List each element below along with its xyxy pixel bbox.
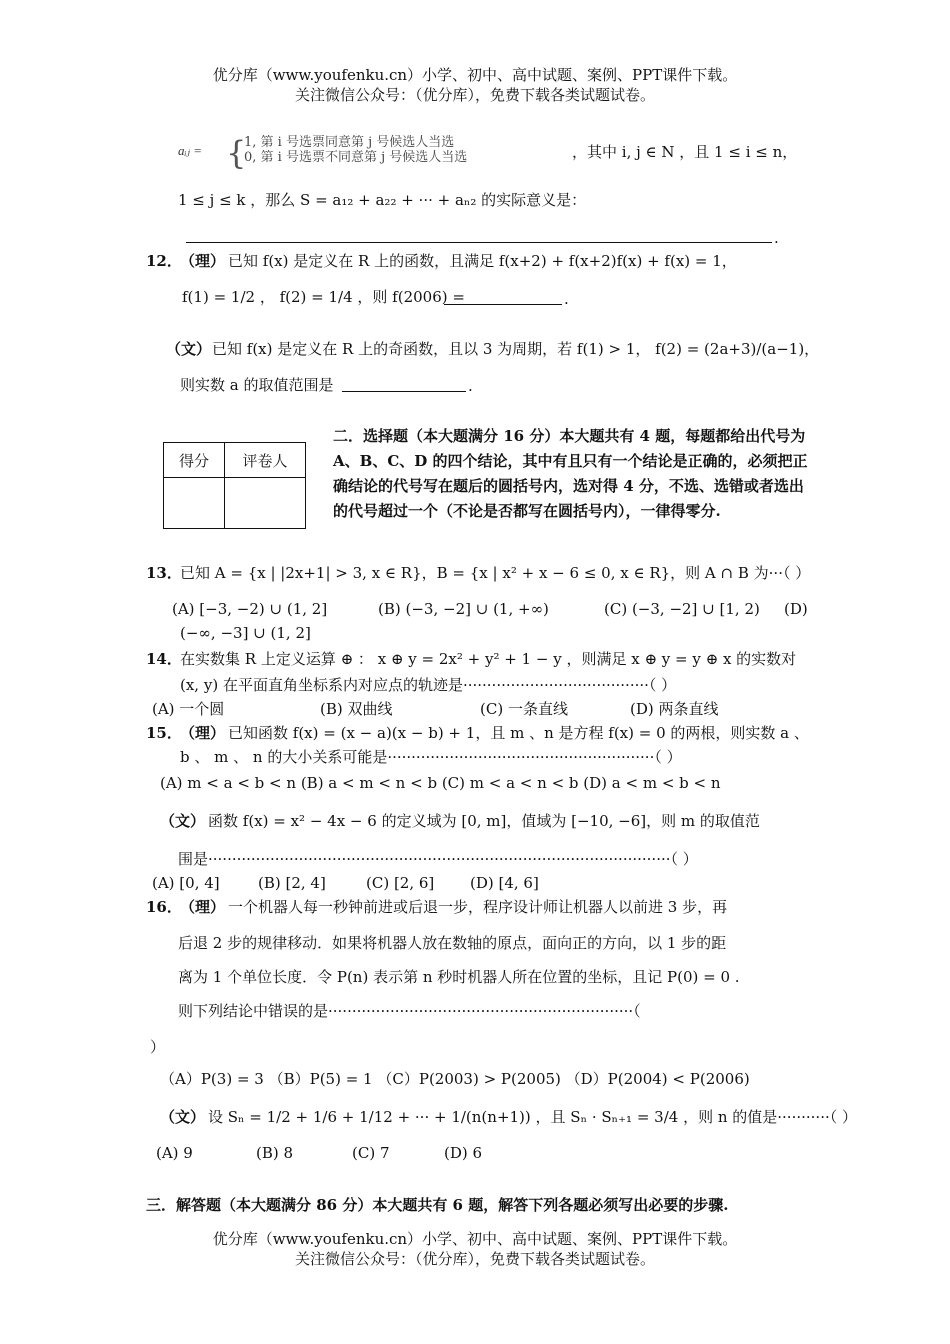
q13-number: 13． [146,564,182,582]
q11-case-0: 0, 第 i 号选票不同意第 j 号候选人当选 [244,150,468,165]
section-3-heading: 三．解答题（本大题满分 86 分）本大题共有 6 题，解答下列各题必须写出必要的步骤. [146,1196,729,1214]
q15-wen-text-2: 围是·································································································（ ） [178,850,698,868]
q12-wen-text-2: 则实数 a 的取值范围是 [180,376,334,394]
q12-li-text-2: f(1) = 1/2 ， f(2) = 1/4 ，则 f(2006) = [182,288,465,306]
q16-wen-option-c: (C) 7 [352,1144,390,1162]
q11-case-1: 1, 第 i 号选票同意第 j 号候选人当选 [244,135,455,150]
q15-wen-label: （文） [160,812,206,830]
header-line-1: 优分库（www.youfenku.cn）小学、初中、高中试题、案例、PPT课件下载。 [212,66,738,84]
q11-end: . [774,229,779,247]
q11-answer-line [186,228,772,243]
q14-option-c: (C) 一条直线 [480,700,568,718]
q12-wen-label: （文） [166,340,212,358]
score-table-grader-cell[interactable] [225,478,306,529]
q13-option-d-label: (D) [784,600,808,618]
q16-li-text-4: 则下列结论中错误的是································································（ [178,1002,641,1020]
score-table-header-grader: 评卷人 [225,443,306,478]
q16-wen-option-a: (A) 9 [156,1144,193,1162]
q16-li-text: 一个机器人每一秒钟前进或后退一步，程序设计师让机器人以前进 3 步，再 [228,898,728,916]
q11-def-lhs: aᵢⱼ = [178,143,203,158]
q13-option-b: (B) (−3, −2] ∪ (1, +∞) [378,600,549,618]
q13-option-d: (−∞, −3] ∪ (1, 2] [180,624,311,642]
q14-option-a: (A) 一个圆 [152,700,225,718]
q12-li-answer-blank [444,290,562,305]
q16-li-text-5: ） [150,1038,166,1056]
q13-option-a: (A) [−3, −2) ∪ (1, 2] [172,600,328,618]
q12-li-end: . [564,290,569,308]
q16-wen-text: 设 Sₙ = 1/2 + 1/6 + 1/12 + ··· + 1/(n(n+1)) ，且 Sₙ · Sₙ₊₁ = 3/4 ，则 n 的值是···········（ ） [208,1108,857,1126]
q15-li-text: 已知函数 f(x) = (x − a)(x − b) + 1，且 m 、n 是方程 f(x) = 0 的两根，则实数 a 、 [228,724,809,742]
q15-wen-option-d: (D) [4, 6] [470,874,539,892]
q15-li-label: （理） [180,724,226,742]
q14-text-2: (x, y) 在平面直角坐标系内对应点的轨迹是·······································（ ） [180,676,677,694]
q11-condition-1: ，其中 i, j ∈ N ，且 1 ≤ i ≤ n， [572,143,798,161]
q16-li-text-2: 后退 2 步的规律移动．如果将机器人放在数轴的原点，面向正的方向，以 1 步的距 [178,934,727,952]
q16-number: 16． [146,898,182,916]
q12-wen-end: . [468,377,473,395]
footer-line-2: 关注微信公众号：（优分库），免费下载各类试题试卷。 [294,1250,655,1268]
q16-wen-option-d: (D) 6 [444,1144,483,1162]
q16-wen-label: （文） [160,1108,206,1126]
q12-wen-answer-blank [342,377,466,392]
q15-wen-option-b: (B) [2, 4] [258,874,326,892]
q15-li-text-2: b 、 m 、 n 的大小关系可能是························································（ ） [180,748,682,766]
q16-li-label: （理） [180,898,226,916]
q11-brace: { [226,134,247,172]
q16-li-text-3: 离为 1 个单位长度．令 P(n) 表示第 n 秒时机器人所在位置的坐标，且记 P(0) = 0 . [178,968,740,986]
q12-number: 12． [146,252,182,270]
q12-li-text: 已知 f(x) 是定义在 R 上的函数，且满足 f(x+2) + f(x+2)f(x) + f(x) = 1， [228,252,737,270]
q12-li-label: （理） [180,252,226,270]
q12-wen-text: 已知 f(x) 是定义在 R 上的奇函数，且以 3 为周期，若 f(1) > 1， f(2) = (2a+3)/(a−1)， [212,340,820,358]
q13-option-c: (C) (−3, −2] ∪ [1, 2) [604,600,760,618]
score-table-header-score: 得分 [164,443,225,478]
q14-option-b: (B) 双曲线 [320,700,393,718]
q16-li-options: （A）P(3) = 3 （B）P(5) = 1 （C）P(2003) > P(2005) （D）P(2004) < P(2006) [160,1070,750,1088]
score-table [163,442,306,529]
q15-li-options: (A) m < a < b < n (B) a < m < n < b (C) m < a < n < b (D) a < m < b < n [160,774,721,792]
footer-line-1: 优分库（www.youfenku.cn）小学、初中、高中试题、案例、PPT课件下载。 [212,1230,738,1248]
q14-option-d: (D) 两条直线 [630,700,719,718]
section-2-instructions: 二．选择题（本大题满分 16 分）本大题共有 4 题，每题都给出代号为 A、B、C、D 的四个结论，其中有且只有一个结论是正确的，必须把正确结论的代号写在题后的圆括号内，选对得 4 分，不选、选错或者选出的代号超过一个（不论是否都写在圆括号内），一律得零分. [333,427,808,520]
q14-text: 在实数集 R 上定义运算 ⊕ ： x ⊕ y = 2x² + y² + 1 − y ，则满足 x ⊕ y = y ⊕ x 的实数对 [180,650,797,668]
q15-wen-option-a: (A) [0, 4] [152,874,220,892]
q13-text: 已知 A = {x | |2x+1| > 3, x ∈ R}，B = {x | x² + x − 6 ≤ 0, x ∈ R}，则 A ∩ B 为···（ ） [180,564,811,582]
score-table-score-cell[interactable] [164,478,225,529]
q15-wen-option-c: (C) [2, 6] [366,874,435,892]
header-line-2: 关注微信公众号：（优分库），免费下载各类试题试卷。 [294,86,655,104]
q16-wen-option-b: (B) 8 [256,1144,294,1162]
q11-condition-2: 1 ≤ j ≤ k ，那么 S = a₁₂ + a₂₂ + ··· + aₙ₂ 的实际意义是： [178,191,587,209]
q15-number: 15． [146,724,182,742]
q14-number: 14． [146,650,182,668]
q15-wen-text: 函数 f(x) = x² − 4x − 6 的定义域为 [0, m]，值域为 [−10, −6]，则 m 的取值范 [208,812,760,830]
